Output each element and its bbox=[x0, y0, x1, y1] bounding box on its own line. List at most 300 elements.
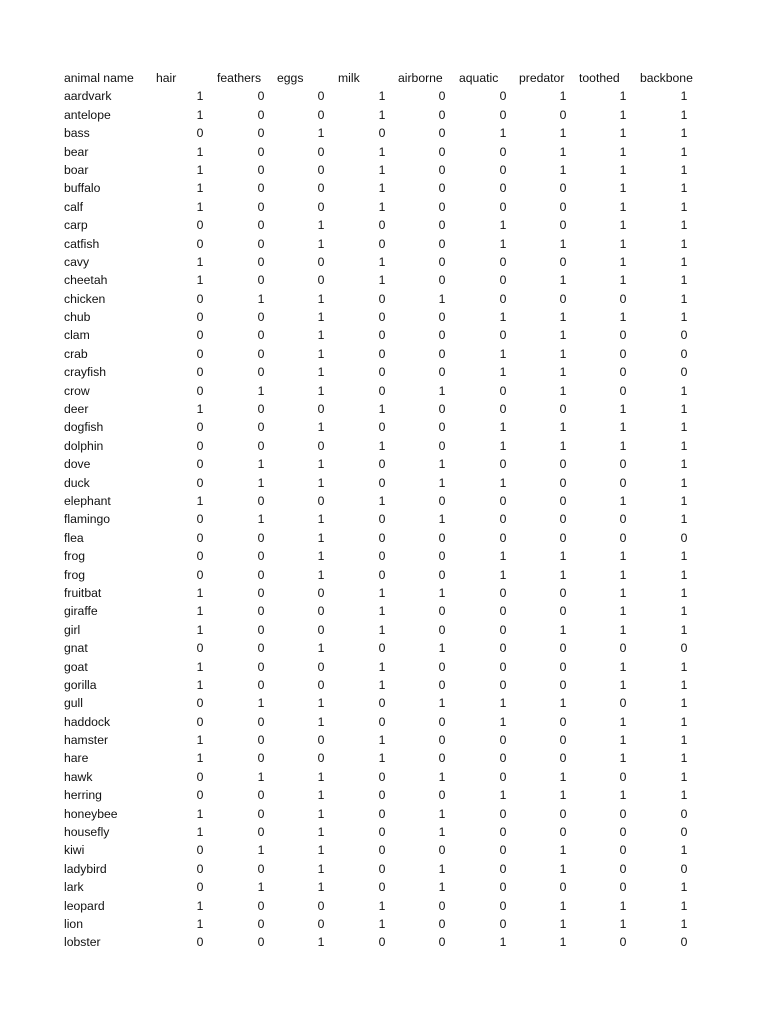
table-row bbox=[64, 713, 704, 731]
value-cell: 0 bbox=[438, 199, 446, 214]
value-cell: 0 bbox=[196, 530, 204, 545]
value-cell: 0 bbox=[438, 107, 446, 122]
value-cell: 0 bbox=[438, 898, 446, 913]
header-milk: milk bbox=[338, 71, 360, 85]
value-cell: 0 bbox=[559, 218, 567, 233]
value-cell: 1 bbox=[378, 89, 386, 104]
value-cell: 1 bbox=[378, 254, 386, 269]
table-row bbox=[64, 400, 704, 418]
table-row bbox=[64, 382, 704, 400]
value-cell: 1 bbox=[378, 733, 386, 748]
value-cell: 1 bbox=[559, 383, 567, 398]
value-cell: 0 bbox=[196, 438, 204, 453]
table-row bbox=[64, 363, 704, 381]
value-cell: 1 bbox=[196, 677, 204, 692]
value-cell: 1 bbox=[317, 457, 325, 472]
value-cell: 0 bbox=[559, 677, 567, 692]
value-cell: 1 bbox=[619, 751, 627, 766]
value-cell: 0 bbox=[196, 788, 204, 803]
animal-name-cell: dogfish bbox=[64, 420, 104, 435]
value-cell: 1 bbox=[438, 806, 446, 821]
value-cell: 0 bbox=[438, 714, 446, 729]
value-cell: 0 bbox=[196, 641, 204, 656]
value-cell: 0 bbox=[619, 880, 627, 895]
value-cell: 0 bbox=[317, 916, 325, 931]
value-cell: 0 bbox=[257, 788, 265, 803]
value-cell: 0 bbox=[317, 659, 325, 674]
value-cell: 0 bbox=[378, 861, 386, 876]
value-cell: 0 bbox=[438, 843, 446, 858]
value-cell: 1 bbox=[680, 383, 688, 398]
value-cell: 1 bbox=[317, 806, 325, 821]
header-animal-name: animal name bbox=[64, 71, 134, 85]
table-row bbox=[64, 290, 704, 308]
value-cell: 1 bbox=[196, 825, 204, 840]
value-cell: 1 bbox=[559, 365, 567, 380]
value-cell: 1 bbox=[317, 512, 325, 527]
value-cell: 0 bbox=[196, 291, 204, 306]
value-cell: 0 bbox=[499, 199, 507, 214]
table-row bbox=[64, 602, 704, 620]
value-cell: 0 bbox=[438, 328, 446, 343]
value-cell: 1 bbox=[317, 880, 325, 895]
value-cell: 1 bbox=[680, 310, 688, 325]
value-cell: 0 bbox=[499, 493, 507, 508]
table-row bbox=[64, 805, 704, 823]
value-cell: 0 bbox=[317, 273, 325, 288]
value-cell: 0 bbox=[378, 806, 386, 821]
value-cell: 0 bbox=[680, 806, 688, 821]
animal-name-cell: boar bbox=[64, 162, 89, 177]
value-cell: 1 bbox=[680, 89, 688, 104]
value-cell: 1 bbox=[257, 769, 265, 784]
value-cell: 1 bbox=[680, 475, 688, 490]
value-cell: 1 bbox=[317, 218, 325, 233]
value-cell: 0 bbox=[317, 585, 325, 600]
value-cell: 0 bbox=[257, 935, 265, 950]
value-cell: 1 bbox=[619, 916, 627, 931]
value-cell: 1 bbox=[438, 291, 446, 306]
value-cell: 0 bbox=[257, 218, 265, 233]
table-row bbox=[64, 253, 704, 271]
value-cell: 1 bbox=[499, 696, 507, 711]
value-cell: 0 bbox=[257, 567, 265, 582]
value-cell: 1 bbox=[438, 880, 446, 895]
table-row bbox=[64, 271, 704, 289]
value-cell: 0 bbox=[499, 861, 507, 876]
header-row bbox=[64, 69, 704, 87]
value-cell: 1 bbox=[559, 273, 567, 288]
value-cell: 0 bbox=[559, 457, 567, 472]
animal-name-cell: frog bbox=[64, 567, 86, 582]
value-cell: 1 bbox=[559, 126, 567, 141]
table-row bbox=[64, 768, 704, 786]
table-row bbox=[64, 529, 704, 547]
animal-name-cell: crayfish bbox=[64, 365, 106, 380]
value-cell: 1 bbox=[317, 310, 325, 325]
value-cell: 1 bbox=[619, 733, 627, 748]
value-cell: 1 bbox=[317, 641, 325, 656]
value-cell: 0 bbox=[196, 843, 204, 858]
value-cell: 1 bbox=[378, 273, 386, 288]
value-cell: 0 bbox=[378, 935, 386, 950]
table-row bbox=[64, 639, 704, 657]
value-cell: 1 bbox=[378, 438, 386, 453]
value-cell: 1 bbox=[499, 420, 507, 435]
value-cell: 1 bbox=[378, 402, 386, 417]
value-cell: 0 bbox=[619, 328, 627, 343]
value-cell: 0 bbox=[559, 659, 567, 674]
value-cell: 1 bbox=[680, 162, 688, 177]
value-cell: 0 bbox=[378, 714, 386, 729]
value-cell: 1 bbox=[499, 549, 507, 564]
value-cell: 0 bbox=[257, 199, 265, 214]
value-cell: 1 bbox=[680, 402, 688, 417]
value-cell: 0 bbox=[257, 585, 265, 600]
value-cell: 1 bbox=[317, 126, 325, 141]
value-cell: 0 bbox=[559, 199, 567, 214]
value-cell: 1 bbox=[438, 825, 446, 840]
animal-name-cell: flea bbox=[64, 530, 84, 545]
value-cell: 1 bbox=[680, 659, 688, 674]
value-cell: 1 bbox=[559, 935, 567, 950]
value-cell: 0 bbox=[438, 567, 446, 582]
value-cell: 0 bbox=[378, 420, 386, 435]
value-cell: 0 bbox=[438, 254, 446, 269]
table-row bbox=[64, 418, 704, 436]
value-cell: 0 bbox=[257, 659, 265, 674]
value-cell: 0 bbox=[438, 162, 446, 177]
value-cell: 0 bbox=[257, 549, 265, 564]
table-row bbox=[64, 124, 704, 142]
animal-name-cell: chicken bbox=[64, 291, 106, 306]
value-cell: 0 bbox=[619, 512, 627, 527]
value-cell: 1 bbox=[619, 273, 627, 288]
table-row bbox=[64, 566, 704, 584]
value-cell: 1 bbox=[317, 567, 325, 582]
value-cell: 0 bbox=[317, 254, 325, 269]
value-cell: 0 bbox=[499, 751, 507, 766]
table-row bbox=[64, 492, 704, 510]
value-cell: 0 bbox=[438, 622, 446, 637]
animal-name-cell: catfish bbox=[64, 236, 100, 251]
value-cell: 0 bbox=[257, 236, 265, 251]
value-cell: 1 bbox=[196, 254, 204, 269]
value-cell: 1 bbox=[559, 622, 567, 637]
animal-name-cell: hamster bbox=[64, 733, 109, 748]
value-cell: 0 bbox=[438, 659, 446, 674]
value-cell: 1 bbox=[317, 346, 325, 361]
value-cell: 1 bbox=[499, 365, 507, 380]
value-cell: 0 bbox=[438, 181, 446, 196]
value-cell: 0 bbox=[559, 107, 567, 122]
value-cell: 0 bbox=[257, 346, 265, 361]
value-cell: 0 bbox=[257, 162, 265, 177]
header-toothed: toothed bbox=[579, 71, 620, 85]
value-cell: 0 bbox=[559, 751, 567, 766]
value-cell: 1 bbox=[680, 843, 688, 858]
animal-name-cell: bear bbox=[64, 144, 89, 159]
value-cell: 0 bbox=[317, 751, 325, 766]
value-cell: 1 bbox=[196, 898, 204, 913]
animal-name-cell: lark bbox=[64, 880, 84, 895]
value-cell: 0 bbox=[499, 107, 507, 122]
animal-name-cell: elephant bbox=[64, 493, 111, 508]
value-cell: 0 bbox=[619, 365, 627, 380]
value-cell: 0 bbox=[438, 549, 446, 564]
value-cell: 1 bbox=[499, 310, 507, 325]
value-cell: 0 bbox=[257, 181, 265, 196]
value-cell: 1 bbox=[619, 659, 627, 674]
header-aquatic: aquatic bbox=[459, 71, 499, 85]
value-cell: 0 bbox=[317, 733, 325, 748]
animal-name-cell: antelope bbox=[64, 107, 111, 122]
value-cell: 0 bbox=[438, 402, 446, 417]
value-cell: 1 bbox=[499, 788, 507, 803]
value-cell: 1 bbox=[378, 677, 386, 692]
value-cell: 1 bbox=[619, 107, 627, 122]
value-cell: 0 bbox=[499, 254, 507, 269]
value-cell: 1 bbox=[196, 89, 204, 104]
value-cell: 0 bbox=[499, 144, 507, 159]
value-cell: 0 bbox=[378, 696, 386, 711]
value-cell: 0 bbox=[257, 641, 265, 656]
value-cell: 0 bbox=[680, 530, 688, 545]
value-cell: 1 bbox=[559, 769, 567, 784]
value-cell: 0 bbox=[559, 806, 567, 821]
value-cell: 0 bbox=[257, 126, 265, 141]
value-cell: 0 bbox=[438, 677, 446, 692]
value-cell: 1 bbox=[196, 659, 204, 674]
value-cell: 0 bbox=[499, 585, 507, 600]
value-cell: 1 bbox=[680, 880, 688, 895]
value-cell: 1 bbox=[257, 457, 265, 472]
value-cell: 0 bbox=[317, 107, 325, 122]
table-row bbox=[64, 326, 704, 344]
value-cell: 1 bbox=[378, 898, 386, 913]
value-cell: 1 bbox=[680, 291, 688, 306]
value-cell: 0 bbox=[619, 530, 627, 545]
value-cell: 0 bbox=[378, 236, 386, 251]
value-cell: 0 bbox=[196, 880, 204, 895]
table-row bbox=[64, 786, 704, 804]
value-cell: 1 bbox=[559, 898, 567, 913]
value-cell: 1 bbox=[619, 604, 627, 619]
value-cell: 0 bbox=[196, 236, 204, 251]
table-row bbox=[64, 749, 704, 767]
value-cell: 0 bbox=[438, 916, 446, 931]
animal-name-cell: bass bbox=[64, 126, 90, 141]
value-cell: 0 bbox=[499, 604, 507, 619]
value-cell: 0 bbox=[499, 916, 507, 931]
value-cell: 0 bbox=[559, 475, 567, 490]
value-cell: 0 bbox=[196, 457, 204, 472]
animal-name-cell: kiwi bbox=[64, 843, 85, 858]
value-cell: 1 bbox=[619, 310, 627, 325]
table-row bbox=[64, 933, 704, 951]
value-cell: 0 bbox=[257, 438, 265, 453]
animal-name-cell: duck bbox=[64, 475, 90, 490]
value-cell: 0 bbox=[499, 843, 507, 858]
value-cell: 0 bbox=[438, 935, 446, 950]
value-cell: 1 bbox=[619, 714, 627, 729]
value-cell: 0 bbox=[680, 641, 688, 656]
table-row bbox=[64, 179, 704, 197]
value-cell: 0 bbox=[257, 310, 265, 325]
value-cell: 1 bbox=[499, 438, 507, 453]
value-cell: 1 bbox=[196, 144, 204, 159]
animal-name-cell: dove bbox=[64, 457, 91, 472]
value-cell: 1 bbox=[619, 181, 627, 196]
value-cell: 0 bbox=[438, 89, 446, 104]
animal-name-cell: cheetah bbox=[64, 273, 108, 288]
value-cell: 0 bbox=[196, 310, 204, 325]
table-row bbox=[64, 860, 704, 878]
value-cell: 1 bbox=[438, 383, 446, 398]
value-cell: 1 bbox=[257, 291, 265, 306]
value-cell: 1 bbox=[438, 585, 446, 600]
value-cell: 0 bbox=[317, 199, 325, 214]
animal-name-cell: frog bbox=[64, 549, 86, 564]
value-cell: 0 bbox=[680, 365, 688, 380]
value-cell: 0 bbox=[378, 383, 386, 398]
header-airborne: airborne bbox=[398, 71, 443, 85]
value-cell: 1 bbox=[438, 769, 446, 784]
value-cell: 0 bbox=[499, 402, 507, 417]
value-cell: 1 bbox=[317, 383, 325, 398]
value-cell: 0 bbox=[559, 825, 567, 840]
value-cell: 1 bbox=[680, 493, 688, 508]
value-cell: 1 bbox=[438, 475, 446, 490]
value-cell: 0 bbox=[499, 622, 507, 637]
header-backbone: backbone bbox=[640, 71, 693, 85]
animal-name-cell: crab bbox=[64, 346, 88, 361]
value-cell: 1 bbox=[196, 916, 204, 931]
data-table bbox=[64, 69, 704, 952]
value-cell: 0 bbox=[438, 236, 446, 251]
animal-name-cell: girl bbox=[64, 622, 81, 637]
value-cell: 1 bbox=[619, 89, 627, 104]
value-cell: 0 bbox=[317, 162, 325, 177]
value-cell: 1 bbox=[378, 659, 386, 674]
header-feathers: feathers bbox=[217, 71, 262, 85]
value-cell: 1 bbox=[680, 769, 688, 784]
value-cell: 0 bbox=[257, 622, 265, 637]
value-cell: 1 bbox=[619, 788, 627, 803]
value-cell: 1 bbox=[196, 751, 204, 766]
value-cell: 1 bbox=[317, 475, 325, 490]
value-cell: 0 bbox=[438, 218, 446, 233]
value-cell: 0 bbox=[257, 328, 265, 343]
value-cell: 1 bbox=[499, 935, 507, 950]
header-predator: predator bbox=[519, 71, 565, 85]
value-cell: 1 bbox=[438, 457, 446, 472]
table-row bbox=[64, 437, 704, 455]
animal-name-cell: carp bbox=[64, 218, 88, 233]
value-cell: 0 bbox=[438, 126, 446, 141]
value-cell: 0 bbox=[499, 769, 507, 784]
animal-name-cell: deer bbox=[64, 402, 89, 417]
table-row bbox=[64, 216, 704, 234]
value-cell: 1 bbox=[378, 585, 386, 600]
value-cell: 0 bbox=[559, 512, 567, 527]
value-cell: 0 bbox=[378, 880, 386, 895]
value-cell: 0 bbox=[196, 512, 204, 527]
value-cell: 0 bbox=[196, 549, 204, 564]
value-cell: 1 bbox=[559, 549, 567, 564]
value-cell: 0 bbox=[196, 567, 204, 582]
value-cell: 1 bbox=[317, 696, 325, 711]
value-cell: 0 bbox=[257, 493, 265, 508]
value-cell: 0 bbox=[499, 162, 507, 177]
value-cell: 1 bbox=[680, 126, 688, 141]
value-cell: 0 bbox=[257, 733, 265, 748]
value-cell: 1 bbox=[619, 622, 627, 637]
value-cell: 0 bbox=[680, 328, 688, 343]
value-cell: 1 bbox=[559, 843, 567, 858]
value-cell: 1 bbox=[680, 254, 688, 269]
table-row bbox=[64, 198, 704, 216]
value-cell: 0 bbox=[499, 512, 507, 527]
value-cell: 1 bbox=[559, 328, 567, 343]
value-cell: 1 bbox=[619, 567, 627, 582]
table-row bbox=[64, 915, 704, 933]
value-cell: 1 bbox=[619, 254, 627, 269]
value-cell: 0 bbox=[438, 604, 446, 619]
value-cell: 0 bbox=[378, 346, 386, 361]
value-cell: 1 bbox=[196, 107, 204, 122]
value-cell: 0 bbox=[317, 493, 325, 508]
animal-name-cell: dolphin bbox=[64, 438, 104, 453]
table-row bbox=[64, 143, 704, 161]
value-cell: 0 bbox=[619, 825, 627, 840]
value-cell: 1 bbox=[619, 677, 627, 692]
value-cell: 1 bbox=[619, 898, 627, 913]
value-cell: 1 bbox=[499, 567, 507, 582]
value-cell: 1 bbox=[619, 218, 627, 233]
value-cell: 0 bbox=[257, 530, 265, 545]
table-row bbox=[64, 731, 704, 749]
value-cell: 0 bbox=[619, 935, 627, 950]
value-cell: 0 bbox=[378, 291, 386, 306]
value-cell: 0 bbox=[438, 310, 446, 325]
value-cell: 0 bbox=[499, 825, 507, 840]
value-cell: 0 bbox=[378, 788, 386, 803]
value-cell: 0 bbox=[257, 861, 265, 876]
value-cell: 1 bbox=[317, 825, 325, 840]
value-cell: 0 bbox=[559, 493, 567, 508]
animal-name-cell: lobster bbox=[64, 935, 101, 950]
value-cell: 1 bbox=[680, 622, 688, 637]
value-cell: 0 bbox=[499, 733, 507, 748]
value-cell: 1 bbox=[196, 162, 204, 177]
value-cell: 0 bbox=[257, 273, 265, 288]
value-cell: 0 bbox=[196, 935, 204, 950]
animal-name-cell: hare bbox=[64, 751, 89, 766]
value-cell: 0 bbox=[196, 696, 204, 711]
value-cell: 0 bbox=[378, 549, 386, 564]
value-cell: 1 bbox=[196, 622, 204, 637]
value-cell: 1 bbox=[680, 696, 688, 711]
value-cell: 1 bbox=[619, 585, 627, 600]
value-cell: 0 bbox=[257, 365, 265, 380]
value-cell: 1 bbox=[378, 493, 386, 508]
value-cell: 1 bbox=[680, 144, 688, 159]
value-cell: 1 bbox=[680, 677, 688, 692]
value-cell: 0 bbox=[559, 530, 567, 545]
value-cell: 1 bbox=[257, 475, 265, 490]
value-cell: 1 bbox=[680, 549, 688, 564]
